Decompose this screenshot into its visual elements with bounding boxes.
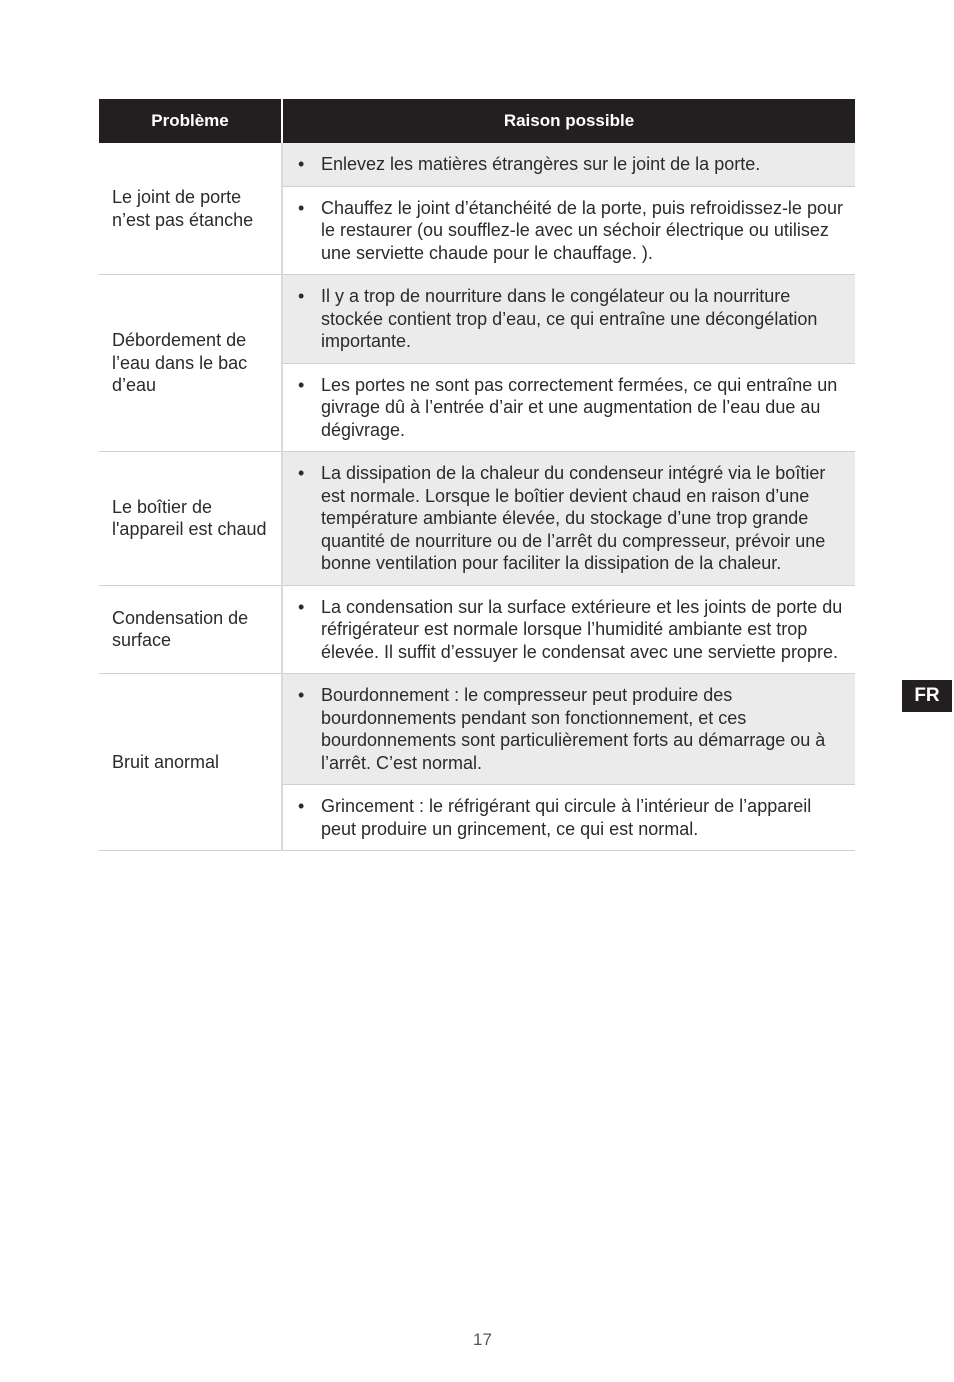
problem-cell: Bruit anormal <box>99 674 282 851</box>
reason-cell <box>282 143 855 186</box>
problem-cell: Condensation de surface <box>99 585 282 674</box>
reason-text: Grincement : le réfrigérant qui circule à l’intérieur de l’appareil peut produire un grincement, ce qui est normal. <box>321 796 812 839</box>
reason-text: Chauffez le joint d’étanchéité de la porte, puis refroidissez-le pour le restaurer (ou soufflez-le avec un séchoir électrique ou utilisez une serviette chaude pour le chauffage. ). <box>321 197 843 263</box>
reason-text: Les portes ne sont pas correctement fermées, ce qui entraîne un givrage dû à l’entrée d’air et une augmentation de l’eau due au dégivrage. <box>321 374 838 440</box>
reason-cell <box>282 585 855 674</box>
table-row <box>99 674 855 785</box>
bullet-icon: • <box>298 463 305 483</box>
problem-cell: Le joint de porte n’est pas étanche <box>99 143 282 275</box>
reason-cell <box>282 363 855 452</box>
reason-text: Il y a trop de nourriture dans le congélateur ou la nourriture stockée contient trop d’eau, ce qui entraîne une décongélation importante. <box>321 286 818 351</box>
language-tab: FR <box>902 680 952 712</box>
bullet-icon: • <box>298 286 305 306</box>
bullet-icon: • <box>298 596 305 617</box>
reason-cell <box>282 275 855 364</box>
reason-cell <box>282 785 855 851</box>
problem-cell: Débordement de l’eau dans le bac d’eau <box>99 275 282 452</box>
table-row <box>99 585 855 674</box>
bullet-icon: • <box>298 796 305 816</box>
header-reason: Raison possible <box>282 99 855 143</box>
reason-cell <box>282 674 855 785</box>
reason-text: La condensation sur la surface extérieure et les joints de porte du réfrigérateur est normale lorsque l’humidité ambiante est trop élevée. Il suffit d’essuyer le condensat avec une serviette propre. <box>321 596 843 662</box>
table-row <box>99 452 855 586</box>
problem-cell: Le boîtier de l'appareil est chaud <box>99 452 282 586</box>
header-problem: Problème <box>99 99 282 143</box>
reason-cell <box>282 452 855 586</box>
table-row <box>99 143 855 186</box>
table-row <box>99 275 855 364</box>
bullet-icon: • <box>298 197 305 218</box>
table-header-row <box>99 99 855 143</box>
troubleshooting-table <box>99 99 855 851</box>
reason-text: Bourdonnement : le compresseur peut produire des bourdonnements pendant son fonctionnement, et ces bourdonnements sont particulièrement forts au démarrage ou à l’arrêt. C’est normal. <box>321 685 826 773</box>
bullet-icon: • <box>298 374 305 395</box>
reason-text: La dissipation de la chaleur du condenseur intégré via le boîtier est normale. Lorsque le boîtier devient chaud en raison d’une température ambiante élevée, du stockage d’une trop grande quantité de nourriture ou de l’arrêt du compresseur, prévoir une bonne ventilation pour faciliter la dissipation de la chaleur. <box>321 463 826 573</box>
reason-cell <box>282 186 855 275</box>
reason-text: Enlevez les matières étrangères sur le joint de la porte. <box>321 154 761 174</box>
page-number: 17 <box>473 1330 492 1349</box>
bullet-icon: • <box>298 685 305 705</box>
bullet-icon: • <box>298 154 305 174</box>
